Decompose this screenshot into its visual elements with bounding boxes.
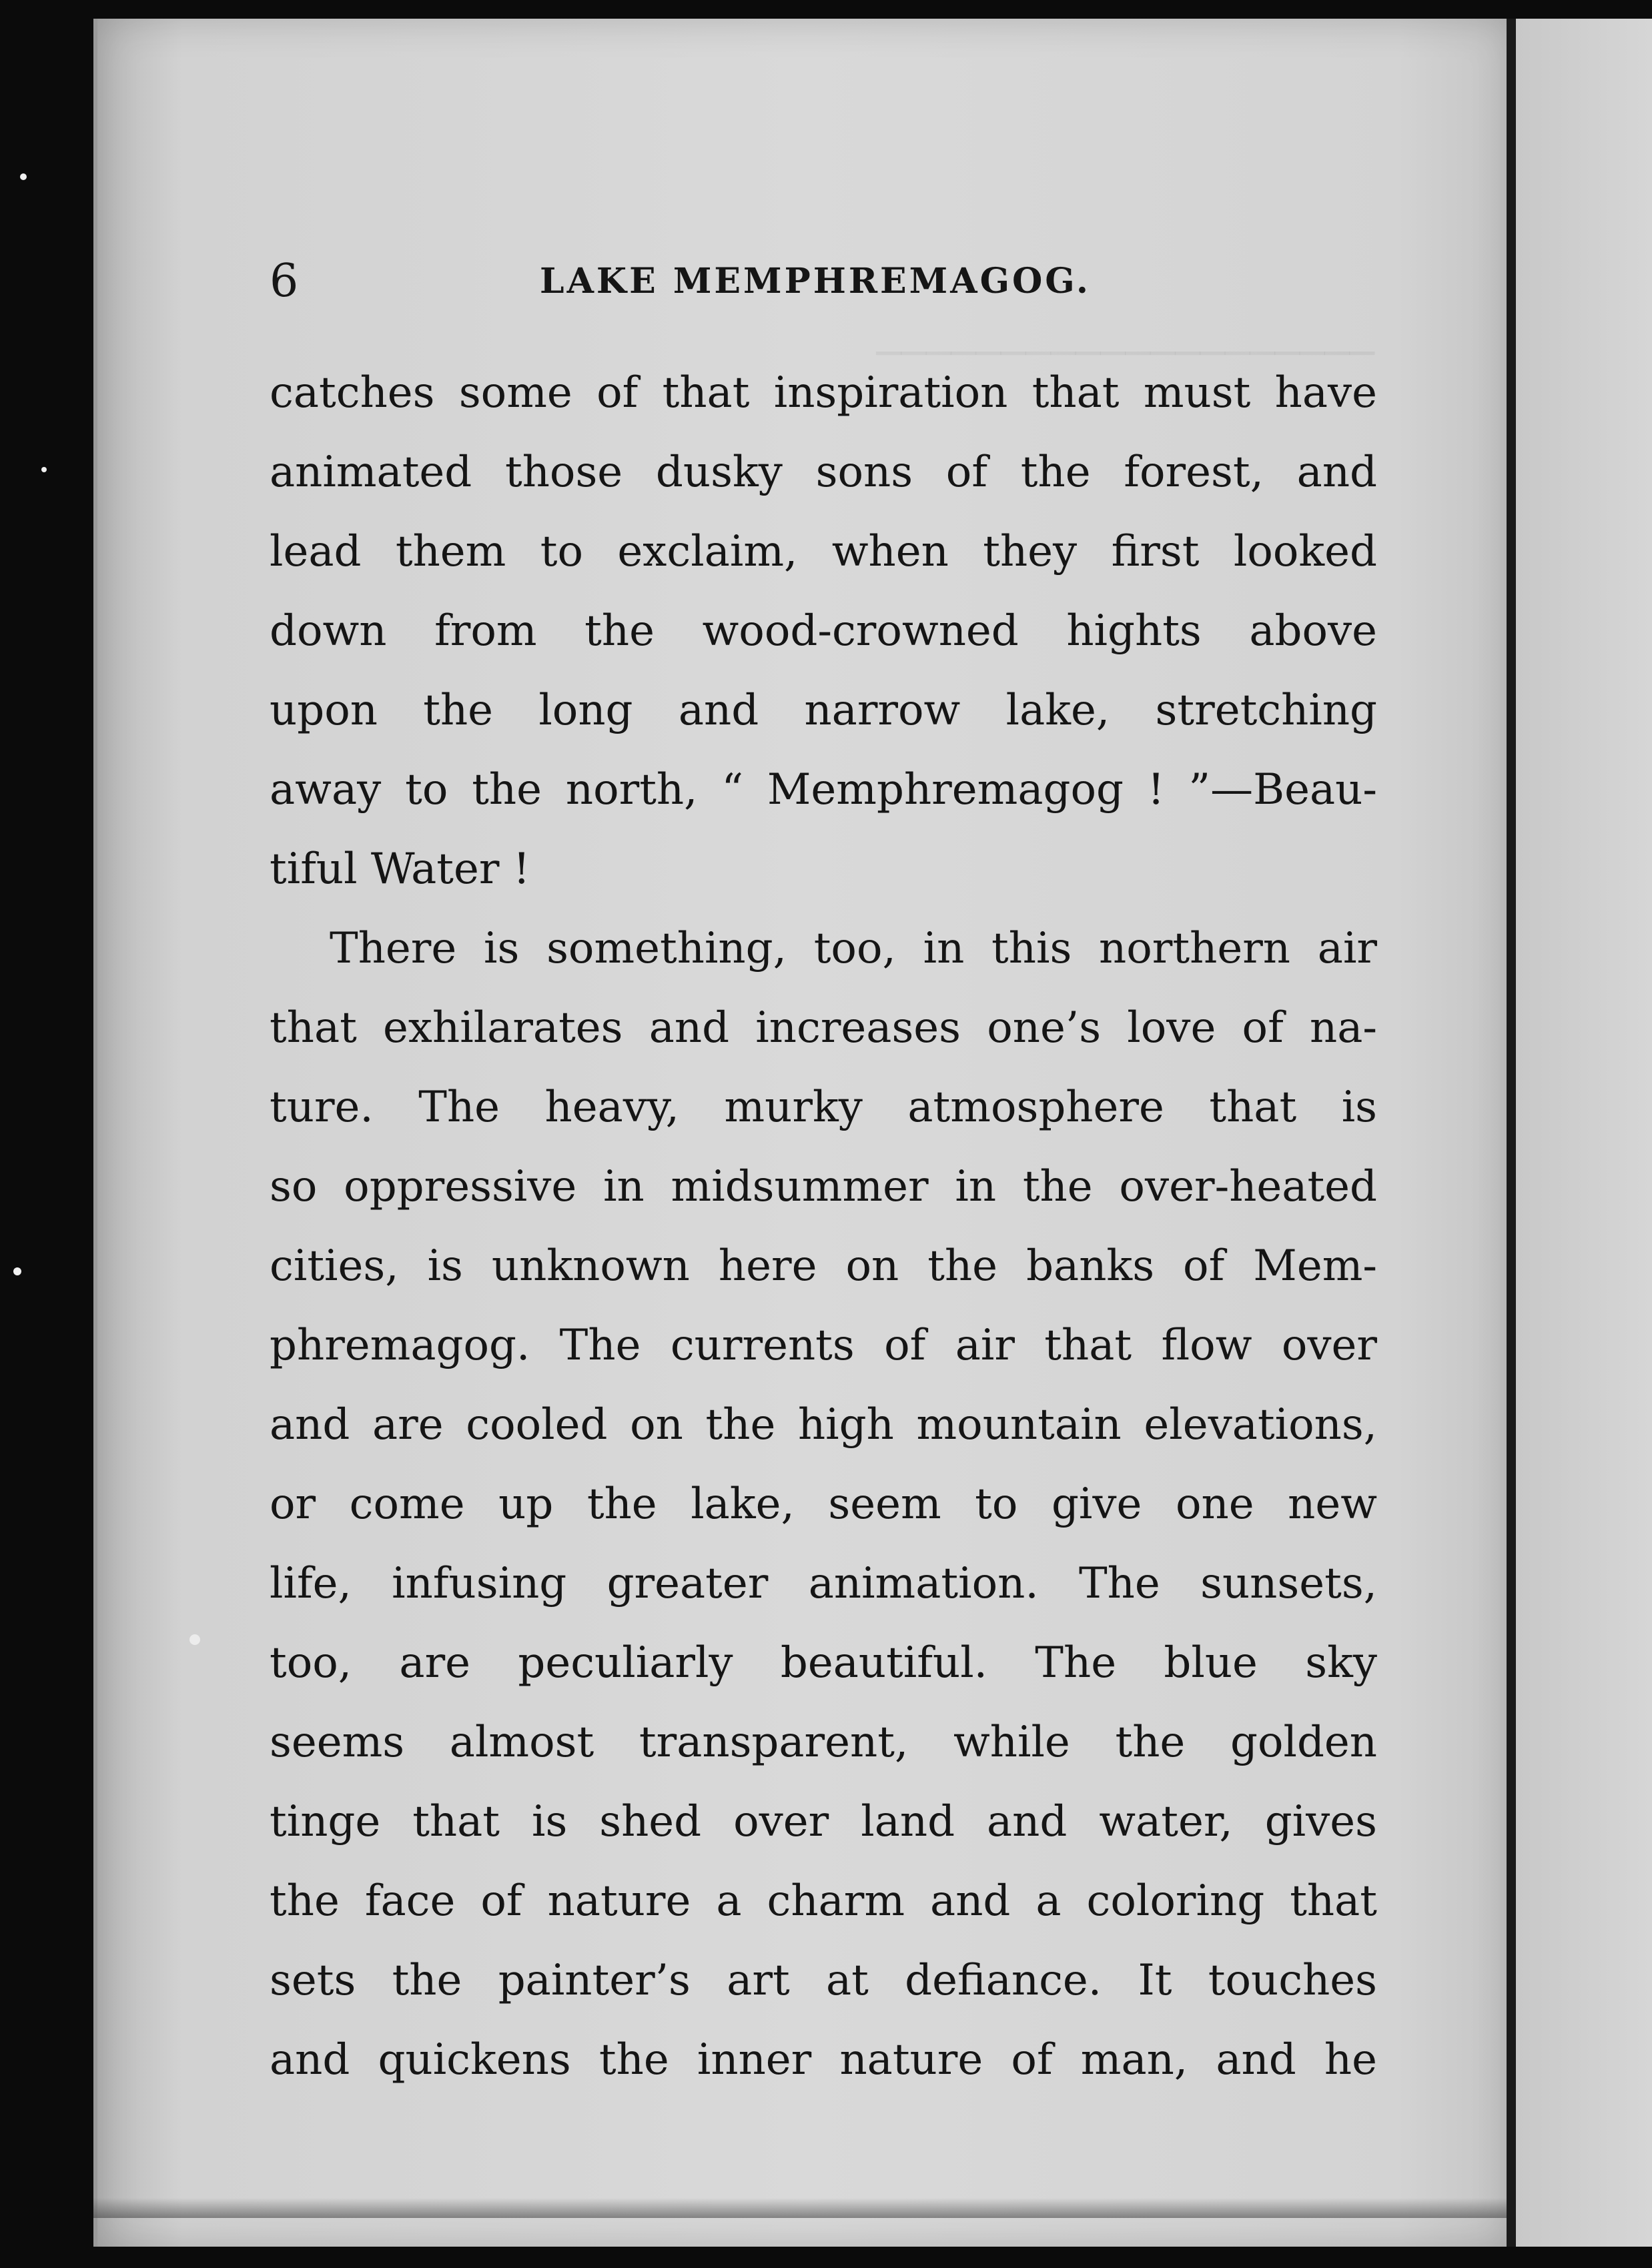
dust-speck	[189, 1634, 200, 1645]
text-line: tiful Water !	[270, 844, 530, 894]
text-line: tinge that is shed over land and water, gives	[270, 1797, 1377, 1846]
dust-speck	[13, 1267, 21, 1275]
text-line: or come up the lake, seem to give one new	[270, 1480, 1377, 1529]
dust-speck	[20, 173, 27, 180]
paragraph-first-line: There is something, too, in this northern air	[330, 924, 1377, 973]
dust-speck	[41, 467, 47, 472]
page-bottom-edge	[93, 2198, 1508, 2218]
text-line: and are cooled on the high mountain elevations,	[270, 1400, 1377, 1450]
text-line: and quickens the inner nature of man, and he	[270, 2035, 1377, 2085]
text-line: seems almost transparent, while the golden	[270, 1718, 1377, 1767]
text-line: animated those dusky sons of the forest, and	[270, 448, 1377, 497]
text-line: away to the north, “ Memphremagog ! ”—Beau-	[270, 765, 1377, 814]
text-line: upon the long and narrow lake, stretching	[270, 686, 1377, 735]
text-line: so oppressive in midsummer in the over-heated	[270, 1162, 1377, 1211]
text-line: too, are peculiarly beautiful. The blue sky	[270, 1638, 1377, 1688]
adjacent-page-edge	[1516, 19, 1652, 2247]
text-line: that exhilarates and increases one’s love of na-	[270, 1003, 1377, 1053]
page-number: 6	[270, 255, 299, 308]
text-line: down from the wood-crowned hights above	[270, 606, 1377, 656]
text-line: sets the painter’s art at defiance. It touches	[270, 1956, 1377, 2005]
running-title: LAKE MEMPHREMAGOG.	[540, 261, 1091, 302]
text-line: life, infusing greater animation. The sunsets,	[270, 1559, 1377, 1608]
body-text	[270, 354, 1377, 2100]
text-line: ture. The heavy, murky atmosphere that is	[270, 1083, 1377, 1132]
running-head	[270, 248, 1370, 315]
text-line: catches some of that inspiration that must have	[270, 368, 1377, 418]
book-gutter	[1507, 19, 1516, 2247]
text-line: the face of nature a charm and a coloring that	[270, 1876, 1377, 1926]
text-line: lead them to exclaim, when they first looked	[270, 527, 1377, 576]
text-line: phremagog. The currents of air that flow over	[270, 1321, 1377, 1370]
text-line: cities, is unknown here on the banks of Mem-	[270, 1241, 1377, 1291]
